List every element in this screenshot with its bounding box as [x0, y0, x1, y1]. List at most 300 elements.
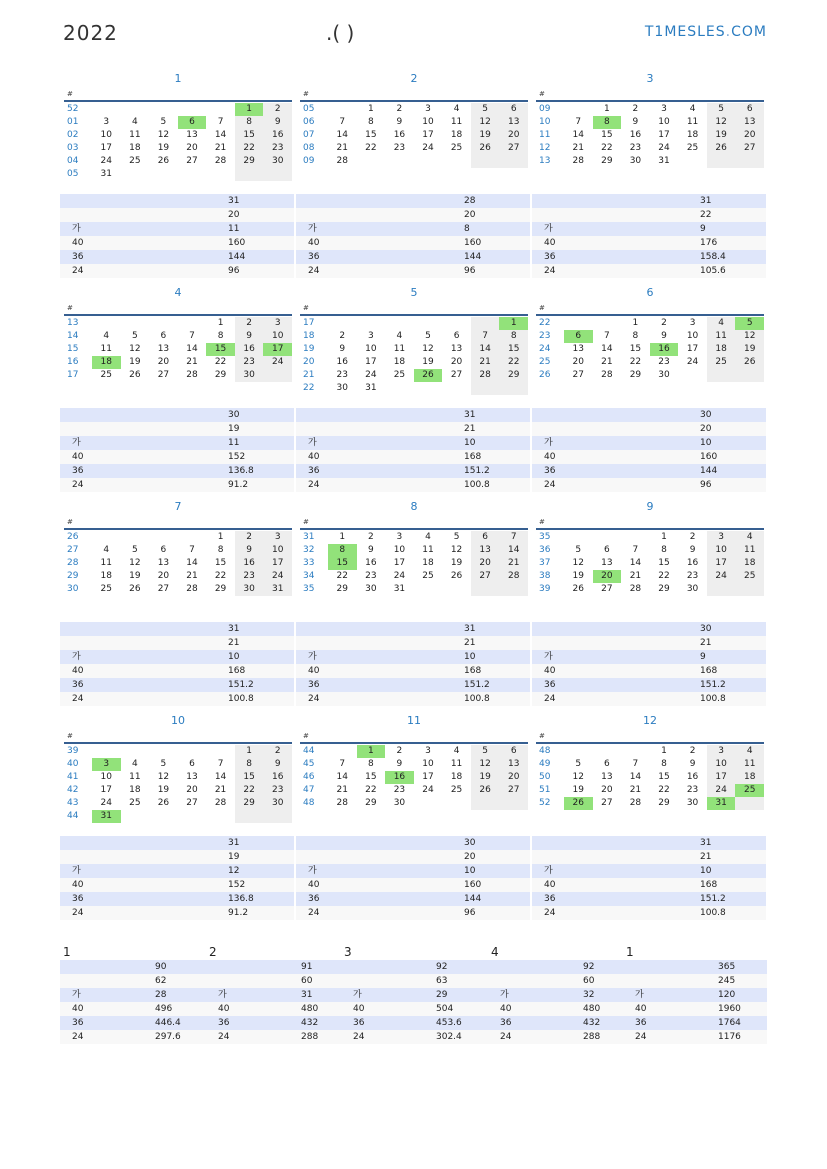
- day-cell[interactable]: 29: [658, 584, 670, 594]
- day-cell[interactable]: 8: [235, 758, 264, 771]
- day-cell[interactable]: 14: [186, 344, 198, 354]
- day-cell[interactable]: 4: [396, 331, 403, 341]
- day-cell[interactable]: 6: [160, 545, 167, 555]
- holiday-day-cell[interactable]: 31: [707, 797, 736, 810]
- day-cell[interactable]: 29: [336, 584, 348, 594]
- day-cell[interactable]: 5: [131, 545, 138, 555]
- holiday-day-cell[interactable]: 26: [564, 797, 593, 810]
- day-cell[interactable]: 23: [658, 357, 670, 367]
- day-cell[interactable]: 19: [471, 771, 500, 784]
- day-cell[interactable]: 28: [471, 369, 500, 382]
- day-cell[interactable]: 31: [658, 156, 670, 166]
- day-cell[interactable]: 25: [735, 570, 764, 583]
- day-cell[interactable]: 22: [658, 785, 670, 795]
- day-cell[interactable]: 10: [422, 117, 434, 127]
- day-cell[interactable]: 7: [575, 117, 582, 127]
- day-cell[interactable]: 24: [707, 570, 736, 583]
- day-cell[interactable]: 21: [601, 357, 613, 367]
- day-cell[interactable]: 13: [186, 772, 198, 782]
- day-cell[interactable]: 27: [601, 798, 613, 808]
- day-cell[interactable]: 2: [661, 318, 667, 328]
- day-cell[interactable]: 23: [393, 143, 406, 153]
- day-cell[interactable]: 18: [707, 343, 736, 356]
- day-cell[interactable]: 20: [471, 557, 500, 570]
- day-cell[interactable]: 7: [339, 759, 346, 769]
- day-cell[interactable]: 1: [217, 532, 224, 542]
- day-cell[interactable]: 2: [367, 532, 374, 542]
- day-cell[interactable]: 9: [235, 330, 264, 343]
- day-cell[interactable]: 12: [707, 116, 736, 129]
- day-cell[interactable]: 9: [689, 545, 696, 555]
- day-cell[interactable]: 2: [689, 746, 696, 756]
- day-cell[interactable]: 4: [707, 317, 736, 330]
- day-cell[interactable]: 18: [422, 558, 434, 568]
- day-cell[interactable]: 4: [425, 532, 431, 542]
- day-cell[interactable]: 18: [129, 785, 141, 795]
- day-cell[interactable]: 4: [131, 759, 138, 769]
- day-cell[interactable]: 1: [367, 104, 374, 114]
- day-cell[interactable]: 16: [629, 130, 642, 140]
- month-name[interactable]: 10: [171, 714, 185, 727]
- day-cell[interactable]: 4: [131, 117, 138, 127]
- day-cell[interactable]: 31: [100, 169, 112, 179]
- day-cell[interactable]: 12: [422, 344, 434, 354]
- day-cell[interactable]: 12: [471, 116, 500, 129]
- day-cell[interactable]: 22: [336, 571, 348, 581]
- day-cell[interactable]: 19: [707, 129, 736, 142]
- day-cell[interactable]: 20: [157, 357, 170, 367]
- day-cell[interactable]: 21: [214, 143, 227, 153]
- day-cell[interactable]: 19: [735, 343, 764, 356]
- holiday-day-cell[interactable]: 3: [92, 758, 121, 771]
- day-cell[interactable]: 21: [214, 785, 227, 795]
- day-cell[interactable]: 15: [365, 130, 377, 140]
- day-cell[interactable]: 30: [263, 797, 292, 810]
- day-cell[interactable]: 3: [263, 531, 292, 544]
- day-cell[interactable]: 28: [186, 584, 198, 594]
- day-cell[interactable]: 12: [471, 758, 500, 771]
- holiday-day-cell[interactable]: 1: [499, 317, 528, 330]
- day-cell[interactable]: 28: [629, 584, 642, 594]
- holiday-day-cell[interactable]: 8: [328, 544, 357, 557]
- day-cell[interactable]: 23: [393, 785, 406, 795]
- day-cell[interactable]: 3: [396, 532, 403, 542]
- day-cell[interactable]: 9: [661, 331, 667, 341]
- day-cell[interactable]: 14: [629, 558, 642, 568]
- day-cell[interactable]: 26: [157, 156, 170, 166]
- day-cell[interactable]: 21: [336, 143, 348, 153]
- day-cell[interactable]: 27: [186, 798, 198, 808]
- day-cell[interactable]: 8: [367, 117, 374, 127]
- day-cell[interactable]: 17: [365, 357, 377, 367]
- day-cell[interactable]: 21: [336, 785, 348, 795]
- day-cell[interactable]: 20: [186, 143, 198, 153]
- day-cell[interactable]: 22: [365, 785, 377, 795]
- day-cell[interactable]: 31: [393, 584, 406, 594]
- day-cell[interactable]: 11: [100, 344, 112, 354]
- day-cell[interactable]: 7: [217, 759, 224, 769]
- day-cell[interactable]: 15: [499, 343, 528, 356]
- day-cell[interactable]: 7: [632, 759, 639, 769]
- holiday-day-cell[interactable]: 6: [564, 330, 593, 343]
- day-cell[interactable]: 3: [263, 317, 292, 330]
- day-cell[interactable]: 10: [263, 330, 292, 343]
- day-cell[interactable]: 20: [450, 357, 463, 367]
- day-cell[interactable]: 4: [453, 104, 460, 114]
- day-cell[interactable]: 4: [689, 104, 696, 114]
- day-cell[interactable]: 25: [129, 798, 141, 808]
- day-cell[interactable]: 14: [471, 343, 500, 356]
- day-cell[interactable]: 6: [189, 759, 195, 769]
- day-cell[interactable]: 24: [263, 356, 292, 369]
- day-cell[interactable]: 5: [575, 759, 582, 769]
- day-cell[interactable]: 11: [450, 759, 463, 769]
- holiday-day-cell[interactable]: 16: [385, 771, 414, 784]
- month-name[interactable]: 2: [410, 72, 418, 85]
- day-cell[interactable]: 21: [629, 571, 642, 581]
- day-cell[interactable]: 26: [707, 142, 736, 155]
- day-cell[interactable]: 13: [186, 130, 198, 140]
- day-cell[interactable]: 22: [214, 357, 227, 367]
- day-cell[interactable]: 2: [632, 104, 639, 114]
- day-cell[interactable]: 20: [186, 785, 198, 795]
- day-cell[interactable]: 19: [157, 785, 170, 795]
- day-cell[interactable]: 20: [735, 129, 764, 142]
- day-cell[interactable]: 9: [263, 116, 292, 129]
- day-cell[interactable]: 15: [235, 129, 264, 142]
- day-cell[interactable]: 9: [263, 758, 292, 771]
- day-cell[interactable]: 19: [129, 571, 141, 581]
- day-cell[interactable]: 13: [601, 558, 613, 568]
- holiday-day-cell[interactable]: 15: [328, 557, 357, 570]
- day-cell[interactable]: 11: [129, 772, 141, 782]
- day-cell[interactable]: 6: [603, 759, 610, 769]
- day-cell[interactable]: 31: [365, 383, 377, 393]
- day-cell[interactable]: 17: [658, 130, 670, 140]
- day-cell[interactable]: 2: [235, 531, 264, 544]
- day-cell[interactable]: 10: [100, 130, 112, 140]
- day-cell[interactable]: 30: [629, 156, 642, 166]
- day-cell[interactable]: 4: [453, 746, 460, 756]
- day-cell[interactable]: 16: [686, 772, 699, 782]
- day-cell[interactable]: 7: [471, 330, 500, 343]
- day-cell[interactable]: 8: [661, 545, 667, 555]
- day-cell[interactable]: 2: [396, 104, 403, 114]
- day-cell[interactable]: 19: [450, 558, 463, 568]
- day-cell[interactable]: 14: [336, 772, 348, 782]
- day-cell[interactable]: 1: [339, 532, 346, 542]
- day-cell[interactable]: 5: [160, 759, 167, 769]
- day-cell[interactable]: 31: [263, 583, 292, 596]
- holiday-day-cell[interactable]: 26: [414, 369, 443, 382]
- day-cell[interactable]: 10: [686, 331, 699, 341]
- day-cell[interactable]: 23: [235, 570, 264, 583]
- day-cell[interactable]: 8: [367, 759, 374, 769]
- holiday-day-cell[interactable]: 8: [593, 116, 622, 129]
- day-cell[interactable]: 7: [339, 117, 346, 127]
- day-cell[interactable]: 3: [103, 117, 110, 127]
- day-cell[interactable]: 27: [471, 570, 500, 583]
- month-name[interactable]: 9: [646, 500, 654, 513]
- day-cell[interactable]: 14: [214, 130, 227, 140]
- day-cell[interactable]: 23: [365, 571, 377, 581]
- day-cell[interactable]: 28: [214, 798, 227, 808]
- day-cell[interactable]: 22: [499, 356, 528, 369]
- day-cell[interactable]: 15: [365, 772, 377, 782]
- day-cell[interactable]: 29: [499, 369, 528, 382]
- day-cell[interactable]: 3: [689, 318, 696, 328]
- day-cell[interactable]: 28: [214, 156, 227, 166]
- day-cell[interactable]: 25: [707, 356, 736, 369]
- day-cell[interactable]: 30: [393, 798, 406, 808]
- day-cell[interactable]: 17: [393, 558, 406, 568]
- day-cell[interactable]: 29: [235, 155, 264, 168]
- holiday-day-cell[interactable]: 25: [735, 784, 764, 797]
- day-cell[interactable]: 11: [686, 117, 699, 127]
- day-cell[interactable]: 5: [575, 545, 582, 555]
- day-cell[interactable]: 4: [103, 545, 110, 555]
- day-cell[interactable]: 3: [707, 745, 736, 758]
- day-cell[interactable]: 28: [336, 798, 348, 808]
- day-cell[interactable]: 27: [450, 370, 463, 380]
- month-name[interactable]: 3: [646, 72, 654, 85]
- day-cell[interactable]: 20: [499, 771, 528, 784]
- holiday-day-cell[interactable]: 31: [92, 810, 121, 823]
- day-cell[interactable]: 17: [100, 785, 112, 795]
- day-cell[interactable]: 3: [425, 746, 431, 756]
- day-cell[interactable]: 11: [450, 117, 463, 127]
- day-cell[interactable]: 18: [129, 143, 141, 153]
- day-cell[interactable]: 25: [686, 143, 699, 153]
- day-cell[interactable]: 16: [263, 129, 292, 142]
- day-cell[interactable]: 8: [235, 116, 264, 129]
- day-cell[interactable]: 15: [658, 558, 670, 568]
- day-cell[interactable]: 13: [601, 772, 613, 782]
- day-cell[interactable]: 17: [263, 557, 292, 570]
- day-cell[interactable]: 15: [658, 772, 670, 782]
- day-cell[interactable]: 21: [471, 356, 500, 369]
- day-cell[interactable]: 6: [603, 545, 610, 555]
- day-cell[interactable]: 7: [189, 545, 195, 555]
- day-cell[interactable]: 14: [336, 130, 348, 140]
- day-cell[interactable]: 9: [339, 344, 346, 354]
- day-cell[interactable]: 10: [422, 759, 434, 769]
- day-cell[interactable]: 11: [422, 545, 434, 555]
- day-cell[interactable]: 14: [186, 558, 198, 568]
- day-cell[interactable]: 1: [217, 318, 224, 328]
- month-name[interactable]: 4: [174, 286, 182, 299]
- day-cell[interactable]: 2: [396, 746, 403, 756]
- day-cell[interactable]: 29: [629, 370, 642, 380]
- day-cell[interactable]: 4: [103, 331, 110, 341]
- day-cell[interactable]: 10: [658, 117, 670, 127]
- day-cell[interactable]: 26: [129, 370, 141, 380]
- day-cell[interactable]: 30: [686, 584, 699, 594]
- day-cell[interactable]: 3: [367, 331, 374, 341]
- day-cell[interactable]: 18: [735, 557, 764, 570]
- day-cell[interactable]: 12: [735, 330, 764, 343]
- day-cell[interactable]: 30: [686, 798, 699, 808]
- day-cell[interactable]: 25: [422, 571, 434, 581]
- day-cell[interactable]: 15: [214, 558, 227, 568]
- day-cell[interactable]: 5: [453, 532, 460, 542]
- day-cell[interactable]: 6: [735, 103, 764, 116]
- day-cell[interactable]: 29: [658, 798, 670, 808]
- day-cell[interactable]: 12: [157, 772, 170, 782]
- day-cell[interactable]: 18: [393, 357, 406, 367]
- holiday-day-cell[interactable]: 6: [178, 116, 207, 129]
- day-cell[interactable]: 13: [735, 116, 764, 129]
- day-cell[interactable]: 9: [367, 545, 374, 555]
- day-cell[interactable]: 22: [629, 357, 642, 367]
- day-cell[interactable]: 26: [735, 356, 764, 369]
- day-cell[interactable]: 26: [450, 571, 463, 581]
- day-cell[interactable]: 6: [453, 331, 460, 341]
- day-cell[interactable]: 29: [235, 797, 264, 810]
- day-cell[interactable]: 25: [393, 370, 406, 380]
- day-cell[interactable]: 30: [658, 370, 670, 380]
- holiday-day-cell[interactable]: 1: [235, 103, 264, 116]
- day-cell[interactable]: 5: [471, 745, 500, 758]
- day-cell[interactable]: 17: [707, 557, 736, 570]
- day-cell[interactable]: 26: [129, 584, 141, 594]
- day-cell[interactable]: 2: [339, 331, 346, 341]
- day-cell[interactable]: 17: [100, 143, 112, 153]
- day-cell[interactable]: 20: [499, 129, 528, 142]
- day-cell[interactable]: 13: [499, 116, 528, 129]
- day-cell[interactable]: 3: [661, 104, 667, 114]
- holiday-day-cell[interactable]: 17: [263, 343, 292, 356]
- day-cell[interactable]: 30: [365, 584, 377, 594]
- day-cell[interactable]: 25: [129, 156, 141, 166]
- day-cell[interactable]: 23: [686, 571, 699, 581]
- holiday-day-cell[interactable]: 20: [593, 570, 622, 583]
- day-cell[interactable]: 10: [707, 544, 736, 557]
- day-cell[interactable]: 8: [499, 330, 528, 343]
- day-cell[interactable]: 1: [603, 104, 610, 114]
- day-cell[interactable]: 12: [572, 772, 584, 782]
- holiday-day-cell[interactable]: 16: [650, 343, 679, 356]
- holiday-day-cell[interactable]: 5: [735, 317, 764, 330]
- day-cell[interactable]: 1: [235, 745, 264, 758]
- day-cell[interactable]: 11: [393, 344, 406, 354]
- day-cell[interactable]: 27: [186, 156, 198, 166]
- day-cell[interactable]: 29: [601, 156, 613, 166]
- month-name[interactable]: 5: [410, 286, 418, 299]
- day-cell[interactable]: 23: [263, 142, 292, 155]
- day-cell[interactable]: 27: [157, 584, 170, 594]
- day-cell[interactable]: 27: [572, 370, 584, 380]
- day-cell[interactable]: 3: [425, 104, 431, 114]
- day-cell[interactable]: 9: [396, 759, 403, 769]
- day-cell[interactable]: 30: [235, 369, 264, 382]
- day-cell[interactable]: 2: [689, 532, 696, 542]
- day-cell[interactable]: 4: [735, 531, 764, 544]
- day-cell[interactable]: 30: [336, 383, 348, 393]
- day-cell[interactable]: 18: [450, 772, 463, 782]
- day-cell[interactable]: 24: [263, 570, 292, 583]
- day-cell[interactable]: 28: [336, 156, 348, 166]
- day-cell[interactable]: 22: [658, 571, 670, 581]
- day-cell[interactable]: 11: [129, 130, 141, 140]
- day-cell[interactable]: 1: [661, 746, 667, 756]
- day-cell[interactable]: 16: [263, 771, 292, 784]
- day-cell[interactable]: 5: [707, 103, 736, 116]
- day-cell[interactable]: 16: [235, 557, 264, 570]
- day-cell[interactable]: 18: [735, 771, 764, 784]
- day-cell[interactable]: 4: [735, 745, 764, 758]
- day-cell[interactable]: 7: [603, 331, 610, 341]
- site-logo[interactable]: [645, 24, 767, 40]
- day-cell[interactable]: 29: [214, 370, 227, 380]
- day-cell[interactable]: 2: [263, 745, 292, 758]
- day-cell[interactable]: 24: [100, 798, 112, 808]
- day-cell[interactable]: 21: [572, 143, 584, 153]
- day-cell[interactable]: 14: [499, 544, 528, 557]
- day-cell[interactable]: 23: [336, 370, 348, 380]
- day-cell[interactable]: 19: [129, 357, 141, 367]
- month-name[interactable]: 8: [410, 500, 418, 513]
- day-cell[interactable]: 16: [235, 343, 264, 356]
- day-cell[interactable]: 17: [422, 130, 434, 140]
- day-cell[interactable]: 24: [100, 156, 112, 166]
- day-cell[interactable]: 22: [235, 142, 264, 155]
- day-cell[interactable]: 22: [214, 571, 227, 581]
- day-cell[interactable]: 21: [499, 557, 528, 570]
- day-cell[interactable]: 24: [393, 571, 406, 581]
- day-cell[interactable]: 24: [422, 143, 434, 153]
- day-cell[interactable]: 8: [661, 759, 667, 769]
- day-cell[interactable]: 24: [365, 370, 377, 380]
- day-cell[interactable]: 7: [499, 531, 528, 544]
- day-cell[interactable]: 9: [632, 117, 639, 127]
- day-cell[interactable]: 7: [217, 117, 224, 127]
- day-cell[interactable]: 2: [235, 317, 264, 330]
- day-cell[interactable]: 10: [100, 772, 112, 782]
- month-name[interactable]: 11: [407, 714, 421, 727]
- day-cell[interactable]: 16: [686, 558, 699, 568]
- day-cell[interactable]: 6: [160, 331, 167, 341]
- day-cell[interactable]: 13: [471, 544, 500, 557]
- day-cell[interactable]: 16: [365, 558, 377, 568]
- day-cell[interactable]: 22: [601, 143, 613, 153]
- holiday-day-cell[interactable]: 1: [357, 745, 386, 758]
- day-cell[interactable]: 12: [450, 545, 463, 555]
- day-cell[interactable]: 21: [186, 571, 198, 581]
- day-cell[interactable]: 19: [572, 571, 584, 581]
- day-cell[interactable]: 20: [601, 785, 613, 795]
- day-cell[interactable]: 11: [735, 758, 764, 771]
- day-cell[interactable]: 22: [235, 784, 264, 797]
- day-cell[interactable]: 24: [658, 143, 670, 153]
- day-cell[interactable]: 27: [157, 370, 170, 380]
- day-cell[interactable]: 5: [131, 331, 138, 341]
- month-name[interactable]: 6: [646, 286, 654, 299]
- day-cell[interactable]: 23: [629, 143, 642, 153]
- day-cell[interactable]: 17: [686, 344, 699, 354]
- day-cell[interactable]: 24: [422, 785, 434, 795]
- day-cell[interactable]: 16: [393, 130, 406, 140]
- day-cell[interactable]: 19: [422, 357, 434, 367]
- day-cell[interactable]: 15: [629, 344, 642, 354]
- day-cell[interactable]: 8: [217, 331, 224, 341]
- day-cell[interactable]: 16: [336, 357, 348, 367]
- day-cell[interactable]: 24: [686, 357, 699, 367]
- day-cell[interactable]: 6: [471, 531, 500, 544]
- day-cell[interactable]: 25: [100, 370, 112, 380]
- day-cell[interactable]: 27: [499, 142, 528, 155]
- day-cell[interactable]: 28: [601, 370, 613, 380]
